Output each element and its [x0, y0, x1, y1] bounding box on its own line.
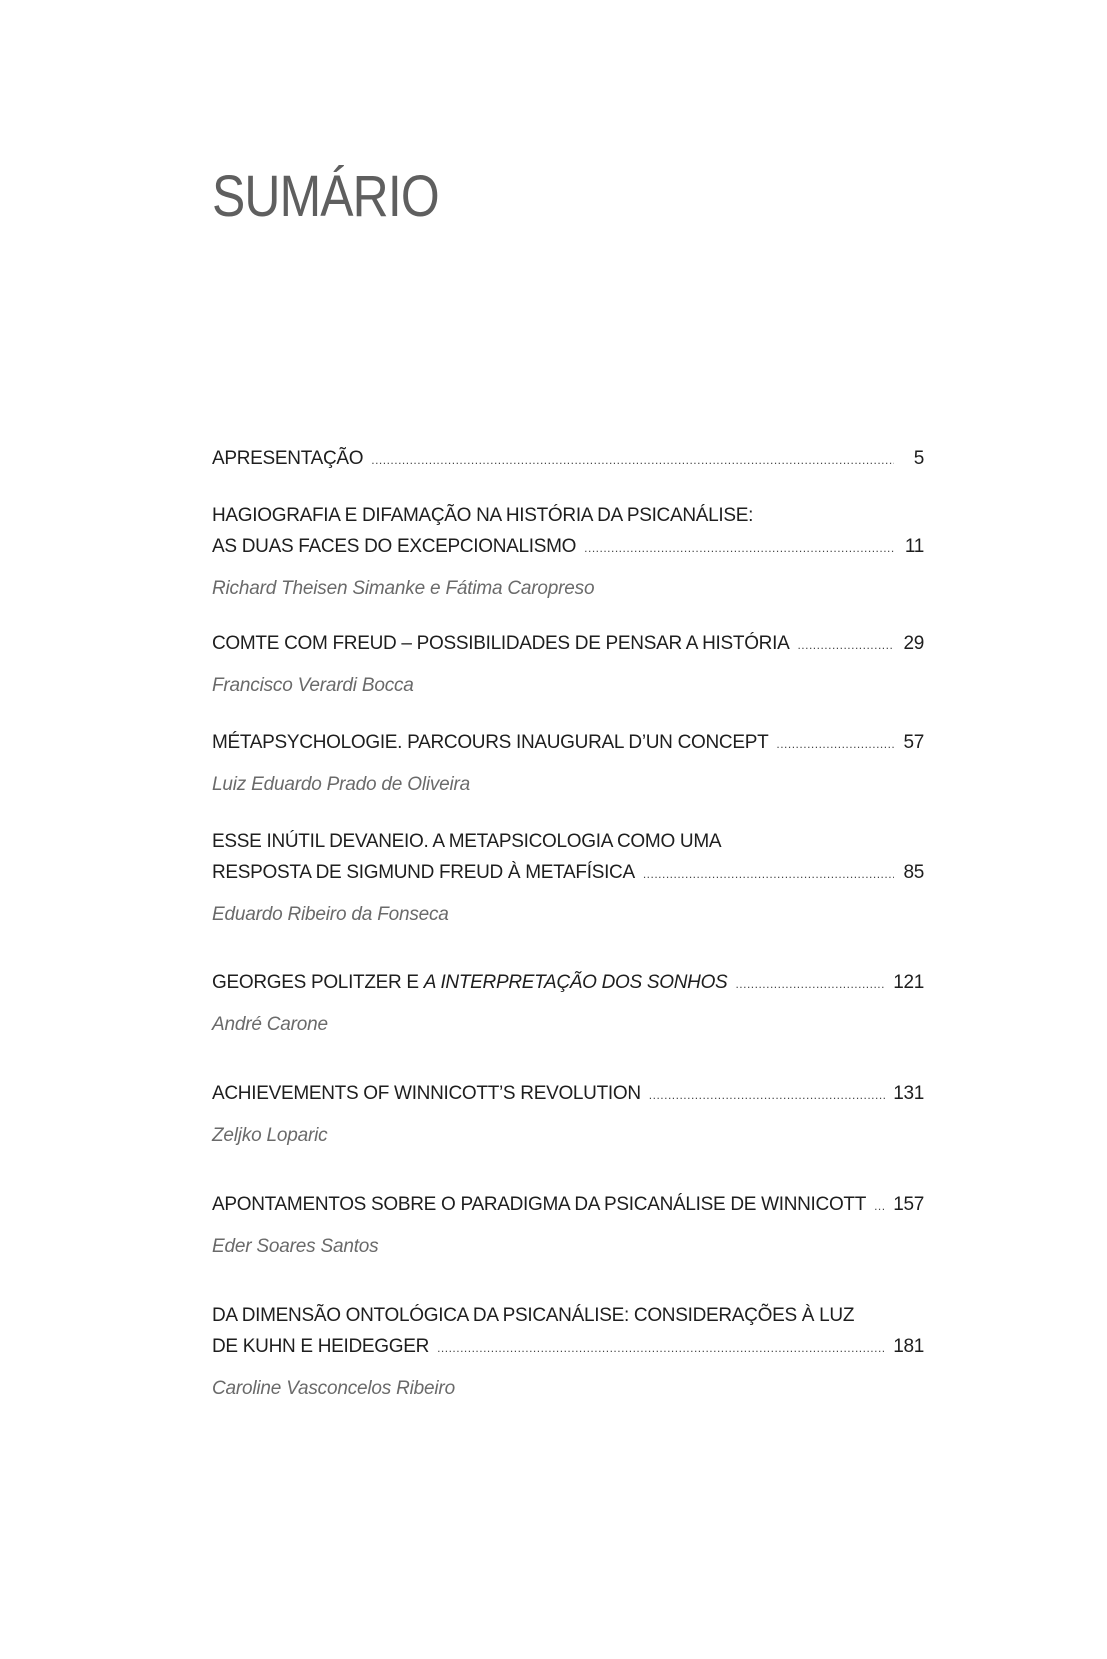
toc-entry-title: ACHIEVEMENTS OF WINNICOTT’S REVOLUTION	[212, 1083, 641, 1104]
dot-leader	[735, 969, 885, 1000]
toc-entry-title-line[interactable]	[212, 727, 924, 758]
dot-leader	[649, 1080, 885, 1111]
toc-entry	[212, 628, 924, 701]
page-title: SUMÁRIO	[212, 164, 439, 229]
toc-entry-title-line[interactable]	[212, 967, 924, 998]
toc-entry-title: DA DIMENSÃO ONTOLÓGICA DA PSICANÁLISE: CONSIDERAÇÕES À LUZ	[212, 1305, 855, 1326]
toc-entry-author: Francisco Verardi Bocca	[212, 675, 414, 696]
dot-leader	[776, 729, 894, 760]
toc-entry-title-line[interactable]	[212, 500, 924, 531]
toc-entry-title-line[interactable]	[212, 1189, 924, 1220]
toc-entry-page-number: 157	[893, 1194, 924, 1215]
toc-entry-title: ESSE INÚTIL DEVANEIO. A METAPSICOLOGIA COMO UMA	[212, 831, 722, 852]
toc-entry-title: DE KUHN E HEIDEGGER	[212, 1336, 430, 1357]
table-of-contents	[212, 0, 924, 1659]
toc-entry	[212, 1078, 924, 1151]
toc-entry-title: APONTAMENTOS SOBRE O PARADIGMA DA PSICANÁLISE DE WINNICOTT	[212, 1194, 867, 1215]
toc-entry-page-number: 11	[904, 536, 924, 557]
toc-entry-title-roman: GEORGES POLITZER E	[212, 972, 424, 993]
toc-entry-title-line[interactable]	[212, 628, 924, 659]
toc-entry-author: André Carone	[212, 1014, 328, 1035]
toc-entry-title-line[interactable]	[212, 1300, 924, 1331]
toc-entry-title	[212, 967, 727, 998]
toc-entry-author: Luiz Eduardo Prado de Oliveira	[212, 774, 471, 795]
dot-leader	[643, 859, 894, 890]
toc-entry-title-italic: A INTERPRETAÇÃO DOS SONHOS	[423, 972, 728, 993]
toc-entry	[212, 443, 924, 474]
toc-entry	[212, 500, 924, 604]
toc-entry-page-number: 5	[913, 448, 924, 469]
dot-leader	[584, 533, 894, 564]
toc-entry-title-line[interactable]	[212, 857, 924, 888]
dot-leader	[437, 1333, 885, 1364]
toc-entry-title: COMTE COM FREUD – POSSIBILIDADES DE PENSAR A HISTÓRIA	[212, 633, 790, 654]
toc-entry-title: HAGIOGRAFIA E DIFAMAÇÃO NA HISTÓRIA DA PSICANÁLISE:	[212, 505, 754, 526]
toc-entry	[212, 1300, 924, 1404]
toc-entry-author: Eduardo Ribeiro da Fonseca	[212, 904, 449, 925]
toc-entry	[212, 1189, 924, 1262]
toc-entry-title-line[interactable]	[212, 531, 924, 562]
toc-entry-author: Caroline Vasconcelos Ribeiro	[212, 1378, 455, 1399]
toc-entry-title: AS DUAS FACES DO EXCEPCIONALISMO	[212, 536, 577, 557]
dot-leader	[874, 1191, 885, 1222]
toc-entry-author: Zeljko Loparic	[212, 1125, 328, 1146]
toc-entry	[212, 826, 924, 930]
toc-entry-title: MÉTAPSYCHOLOGIE. PARCOURS INAUGURAL D’UN CONCEPT	[212, 732, 769, 753]
toc-entry-title-line[interactable]	[212, 1078, 924, 1109]
toc-entry-author: Eder Soares Santos	[212, 1236, 379, 1257]
toc-entry-title-line[interactable]	[212, 1331, 924, 1362]
toc-entry	[212, 967, 924, 1040]
toc-entry-page-number: 131	[893, 1083, 924, 1104]
toc-entry-title-line[interactable]	[212, 826, 924, 857]
dot-leader	[797, 630, 894, 661]
toc-entry	[212, 727, 924, 800]
toc-entry-page-number: 121	[893, 972, 924, 993]
toc-entry-page-number: 57	[903, 732, 924, 753]
toc-entry-page-number: 181	[893, 1336, 924, 1357]
toc-entry-page-number: 85	[903, 862, 924, 883]
dot-leader	[371, 445, 894, 476]
toc-entry-title: RESPOSTA DE SIGMUND FREUD À METAFÍSICA	[212, 862, 635, 883]
toc-entry-title: APRESENTAÇÃO	[212, 448, 364, 469]
toc-entry-author: Richard Theisen Simanke e Fátima Caropreso	[212, 578, 595, 599]
toc-entry-page-number: 29	[903, 633, 924, 654]
toc-entry-title-line[interactable]	[212, 443, 924, 474]
